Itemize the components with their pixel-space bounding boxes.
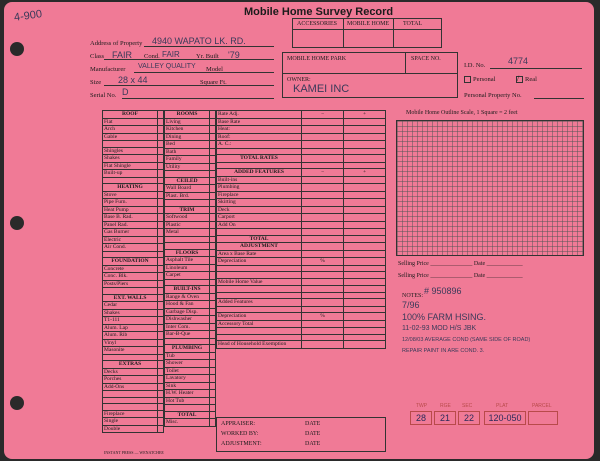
manufacturer-value: VALLEY QUALITY — [138, 63, 196, 70]
col3-table — [216, 110, 386, 349]
form-row — [165, 323, 216, 331]
form-row — [103, 126, 164, 134]
notes-line-3: 100% FARM HSING. — [402, 312, 487, 322]
row-label: Tub — [165, 352, 210, 360]
notes-line-4: 11-02-93 MOD H/S JBK — [402, 325, 477, 332]
row-label: A. C.: — [217, 141, 302, 149]
row-label: Arch — [103, 126, 158, 134]
row-label: Concrete — [103, 265, 158, 273]
real-checkbox[interactable]: / Real — [517, 74, 537, 84]
form-row — [165, 390, 216, 398]
form-row — [217, 214, 386, 222]
form-row — [165, 148, 216, 156]
form-row — [217, 184, 386, 192]
row-label: Base B. Rad. — [103, 214, 158, 222]
row-label: Roof: — [217, 133, 302, 141]
row-label: Double — [103, 425, 158, 433]
row-label: Carport — [217, 214, 302, 222]
row-label: T1-111 — [103, 317, 158, 325]
row-label: Accessory Total — [217, 320, 302, 328]
row-label: Stove — [103, 191, 158, 199]
row-label: Add On — [217, 221, 302, 229]
form-row — [103, 199, 164, 207]
form-row — [217, 155, 386, 163]
parcel-value — [528, 411, 558, 425]
form-row — [165, 264, 216, 272]
form-row — [217, 299, 386, 307]
row-label: EXT. WALLS — [103, 294, 158, 302]
form-row: Depreciation % — [217, 258, 386, 266]
form-row — [103, 162, 164, 170]
binder-hole — [10, 42, 24, 56]
form-row — [165, 286, 216, 294]
row-label: Bar-B-Que — [165, 331, 210, 339]
form-row — [103, 155, 164, 163]
form-row — [103, 332, 164, 340]
row-label: FLOORS — [165, 249, 210, 257]
form-row — [165, 419, 216, 427]
form-row — [165, 293, 216, 301]
row-label: Air Cond. — [103, 244, 158, 252]
outline-label: Mobile Home Outline Scale, 1 Square = 2 feet — [406, 110, 518, 116]
form-row — [103, 425, 164, 433]
form-row — [103, 221, 164, 229]
selling-price-1: Selling Price ______________ Date ____________ — [398, 261, 523, 267]
form-row — [103, 273, 164, 281]
row-label: Depreciation — [217, 258, 302, 266]
form-row — [217, 341, 386, 349]
row-label: Deck — [217, 206, 302, 214]
form-row — [103, 265, 164, 273]
row-label: EXTRAS — [103, 361, 158, 369]
form-row — [165, 214, 216, 222]
form-row — [103, 309, 164, 317]
cond-value: FAIR — [162, 50, 180, 59]
serial-value: D — [122, 87, 129, 97]
row-label: Flat Shingle — [103, 162, 158, 170]
row-label: Gas Burner — [103, 229, 158, 237]
size-value: 28 x 44 — [118, 75, 148, 85]
form-row — [103, 410, 164, 418]
row-label: Range & Oven — [165, 293, 210, 301]
row-label: Bath — [165, 148, 210, 156]
survey-card: 4-900 Mobile Home Survey Record ACCESSORIES MOBILE HOME TOTAL Address of Property 4940 WAPATO LK. RD. Class FAIR Cond. FAIR Yr. Built '79 Manufacturer VALLEY QUALITY Model Size 28 x 44 Square Ft. Serial No. D MOBILE HOME PARK SPACE NO. OWNER: KAMEI INC I.D. No. 4774 Personal / Real Personal Property No. ROOF Flat Arch Gable Shingles Shakes Flat Shingle Built-up HEATING Stove Pipe Furn. Heat Pump Base B. Rad. Panel Rad. Gas Burner Electric Air Cond. FOUNDATION Concrete Conc. Blk. Posts/Piers EXT. WALLS Cedar Shakes T1-111 Alum. Lap Alum. Rib Vinyl Masonite EXTRAS Decks Porches Add-Ons Fireplace Single Double ROOMS Living Kitchen Dining Bed Bath Family Utility CEILED Wall Board Plast. Brd. TRIM Softwood Plastic Metal FLOORS Asphalt Tile Linoleum Carpet BUILT-INS Range & Oven Hood & Fan Garbage Disp. Dishwasher Inter Com. Bar-B-Que PLUMBING Tub Shower Toilet Lavatory Sink H.W. Heater Hot Tub TOTAL Misc. Rate Adj. − + Base Rate Heat: Roof: A. C.: TOTAL RATES ADDED FEATURES − + Built-ins Plumbing Fireplace Skirting Deck Carport Add On TOTAL ADJUSTMENT Area x Base Rate Depreciation % Mobile Home Value Added Features Depreciation % Accessory Total Head of Household Exemption APPRAISER: DATE WORKED BY: DATE ADJUSTMENT: DATE Mobile Home Outline Scale, 1 Square = 2 feet Selling Price ______________ Date ____________ Selling Price ______________ Date ____________ NOTES: # 950896 7/96 100% FARM HSING. 11-02-93 MOD H/S JBK 12/08/03 AVERAGE COND (SAME SIDE OF ROAD) REPAIR PAINT IN ARE COND. 3. TWP RGE SEC PLAT PARCEL 28 21 22 120-050 INSTANT PRESS — WENATCHEE — [4, 2, 594, 459]
sqft-label: Square Ft. — [200, 79, 227, 86]
row-label: HEATING — [103, 184, 158, 192]
serial-label: Serial No. — [90, 92, 117, 99]
row-label: ROOMS — [165, 111, 210, 119]
form-row — [103, 317, 164, 325]
form-row — [165, 345, 216, 353]
row-label: H.W. Heater — [165, 390, 210, 398]
notes-label: NOTES: — [402, 293, 423, 299]
form-row — [103, 170, 164, 178]
row-label: TOTAL — [165, 411, 210, 419]
form-row — [103, 236, 164, 244]
row-label: Flat — [103, 118, 158, 126]
form-row — [165, 192, 216, 200]
row-label: Built-up — [103, 170, 158, 178]
row-label: Asphalt Tile — [165, 257, 210, 265]
selling-price-2: Selling Price ______________ Date ____________ — [398, 273, 523, 279]
row-label: Conc. Blk. — [103, 273, 158, 281]
form-row — [103, 280, 164, 288]
row-label: Rate Adj. — [217, 111, 302, 119]
row-label: Masonite — [103, 347, 158, 355]
row-label: Utility — [165, 163, 210, 171]
form-row — [165, 156, 216, 164]
row-label: Dining — [165, 133, 210, 141]
form-row — [165, 308, 216, 316]
row-label: Heat: — [217, 126, 302, 134]
id-value: 4774 — [508, 56, 529, 66]
form-row — [165, 411, 216, 419]
row-label: Skirting — [217, 199, 302, 207]
form-row — [165, 221, 216, 229]
form-row — [103, 206, 164, 214]
form-row — [217, 176, 386, 184]
yr-label: Yr. Built — [196, 53, 219, 60]
notes-line-2: 7/96 — [402, 300, 420, 310]
owner-value: KAMEI INC — [293, 83, 350, 95]
class-label: Class — [90, 53, 105, 60]
form-row — [217, 221, 386, 229]
form-row — [165, 126, 216, 134]
form-row — [217, 141, 386, 149]
row-label: Vinyl — [103, 339, 158, 347]
form-row — [103, 376, 164, 384]
row-label: Head of Household Exemption — [217, 341, 302, 349]
row-label: Wall Board — [165, 185, 210, 193]
form-row: Depreciation % — [217, 313, 386, 321]
form-row: ADDED FEATURES − + — [217, 169, 386, 177]
personal-property-label: Personal Property No. — [464, 92, 522, 99]
row-label: Added Features — [217, 299, 302, 307]
row-label: Carpet — [165, 272, 210, 280]
form-row — [217, 191, 386, 199]
row-label: FOUNDATION — [103, 258, 158, 266]
row-label: Sink — [165, 382, 210, 390]
form-row — [165, 118, 216, 126]
row-label: TOTAL — [217, 235, 302, 243]
binder-hole — [10, 216, 24, 230]
row-label: Shakes — [103, 155, 158, 163]
row-label: Fireplace — [103, 410, 158, 418]
row-label: Dishwasher — [165, 316, 210, 324]
row-label: Alum. Lap — [103, 324, 158, 332]
row-label: CEILED — [165, 177, 210, 185]
row-label: Base Rate — [217, 118, 302, 126]
address-label: Address of Property — [90, 40, 143, 47]
size-label: Size — [90, 79, 102, 86]
row-label: ADDED FEATURES — [217, 169, 302, 177]
form-row — [103, 347, 164, 355]
row-label: Shower — [165, 360, 210, 368]
col1-table — [102, 110, 164, 433]
row-label: Hood & Fan — [165, 301, 210, 309]
form-row — [165, 229, 216, 237]
row-label: Family — [165, 156, 210, 164]
row-label: Softwood — [165, 214, 210, 222]
form-row — [165, 133, 216, 141]
binder-hole — [10, 396, 24, 410]
form-row — [217, 235, 386, 243]
id-label: I.D. No. — [464, 62, 486, 69]
form-row: Rate Adj. − + — [217, 111, 386, 119]
form-row — [103, 184, 164, 192]
row-label: Panel Rad. — [103, 221, 158, 229]
form-row — [217, 243, 386, 251]
form-row — [103, 258, 164, 266]
notes-line-5: 12/08/03 AVERAGE COND (SAME SIDE OF ROAD) — [402, 337, 531, 343]
park-owner-box: MOBILE HOME PARK SPACE NO. OWNER: KAMEI INC — [282, 52, 458, 98]
notes-line-6: REPAIR PAINT IN ARE COND. 3. — [402, 348, 485, 354]
row-label: Built-ins — [217, 176, 302, 184]
form-row — [165, 111, 216, 119]
signoff-box: APPRAISER: DATE WORKED BY: DATE ADJUSTMENT: DATE — [216, 417, 386, 452]
row-label: Single — [103, 418, 158, 426]
manufacturer-label: Manufacturer — [90, 66, 126, 73]
form-row — [217, 250, 386, 258]
row-label: Misc. — [165, 419, 210, 427]
row-label: Plumbing — [217, 184, 302, 192]
form-row — [103, 324, 164, 332]
form-row — [103, 118, 164, 126]
row-label: Kitchen — [165, 126, 210, 134]
form-row — [217, 320, 386, 328]
form-row — [103, 214, 164, 222]
rge-value: 21 — [434, 411, 456, 425]
form-row — [103, 383, 164, 391]
form-row — [165, 185, 216, 193]
row-label: Garbage Disp. — [165, 308, 210, 316]
row-label: Posts/Piers — [103, 280, 158, 288]
plat-value: 120-050 — [484, 411, 526, 425]
form-row — [165, 316, 216, 324]
row-label: Inter Com. — [165, 323, 210, 331]
model-label: Model — [206, 66, 223, 73]
row-label: Pipe Furn. — [103, 199, 158, 207]
row-label: BUILT-INS — [165, 286, 210, 294]
form-row — [165, 206, 216, 214]
form-row — [165, 249, 216, 257]
sec-value: 22 — [458, 411, 480, 425]
row-label: Porches — [103, 376, 158, 384]
row-label: Mobile Home Value — [217, 278, 302, 286]
form-row — [103, 361, 164, 369]
form-row — [165, 141, 216, 149]
row-label: Heat Pump — [103, 206, 158, 214]
form-title: Mobile Home Survey Record — [244, 6, 394, 18]
cond-label: Cond. — [144, 53, 160, 60]
row-label: Electric — [103, 236, 158, 244]
form-row — [165, 360, 216, 368]
row-label: Linoleum — [165, 264, 210, 272]
form-row — [217, 118, 386, 126]
form-row — [217, 126, 386, 134]
row-label: Cedar — [103, 302, 158, 310]
form-row — [103, 302, 164, 310]
form-row — [217, 199, 386, 207]
form-row — [103, 294, 164, 302]
printer-footer: INSTANT PRESS — WENATCHEE — [104, 450, 164, 455]
row-label: Plast. Brd. — [165, 192, 210, 200]
form-row — [103, 418, 164, 426]
row-label: Shakes — [103, 309, 158, 317]
personal-checkbox[interactable]: Personal — [464, 76, 495, 83]
totals-header-box: ACCESSORIES MOBILE HOME TOTAL — [292, 18, 442, 48]
row-label: Add-Ons — [103, 383, 158, 391]
form-row — [165, 163, 216, 171]
yr-value: '79 — [228, 50, 240, 60]
twp-value: 28 — [410, 411, 432, 425]
row-label: PLUMBING — [165, 345, 210, 353]
form-row — [165, 367, 216, 375]
form-row — [103, 229, 164, 237]
form-row — [103, 133, 164, 141]
row-label: Lavatory — [165, 375, 210, 383]
form-row — [217, 206, 386, 214]
row-label: TOTAL RATES — [217, 155, 302, 163]
row-label: Living — [165, 118, 210, 126]
form-row — [103, 368, 164, 376]
form-row — [103, 147, 164, 155]
row-label: Plastic — [165, 221, 210, 229]
row-label: Fireplace — [217, 191, 302, 199]
form-row — [103, 191, 164, 199]
row-label: Shingles — [103, 147, 158, 155]
form-row — [165, 257, 216, 265]
corner-number: 4-900 — [13, 8, 43, 24]
row-label: Gable — [103, 133, 158, 141]
col2-table — [164, 110, 216, 427]
form-row — [103, 111, 164, 119]
form-row — [217, 278, 386, 286]
form-row — [217, 133, 386, 141]
form-row — [165, 397, 216, 405]
form-row — [103, 244, 164, 252]
row-label: Area x Base Rate — [217, 250, 302, 258]
row-label: Toilet — [165, 367, 210, 375]
row-label: ADJUSTMENT — [217, 243, 302, 251]
row-label: Depreciation — [217, 313, 302, 321]
notes-line-1: # 950896 — [424, 286, 462, 296]
row-label: Hot Tub — [165, 397, 210, 405]
form-row — [165, 352, 216, 360]
row-label: Metal — [165, 229, 210, 237]
form-row — [165, 177, 216, 185]
row-label: Alum. Rib — [103, 332, 158, 340]
row-label: ROOF — [103, 111, 158, 119]
row-label: TRIM — [165, 206, 210, 214]
row-label: Decks — [103, 368, 158, 376]
class-value: FAIR — [112, 50, 133, 60]
form-row — [165, 382, 216, 390]
form-row — [103, 339, 164, 347]
form-row — [165, 301, 216, 309]
row-label: Bed — [165, 141, 210, 149]
form-row — [165, 375, 216, 383]
form-row — [165, 272, 216, 280]
form-row — [165, 331, 216, 339]
outline-grid — [396, 120, 584, 256]
address-value: 4940 WAPATO LK. RD. — [152, 36, 246, 46]
